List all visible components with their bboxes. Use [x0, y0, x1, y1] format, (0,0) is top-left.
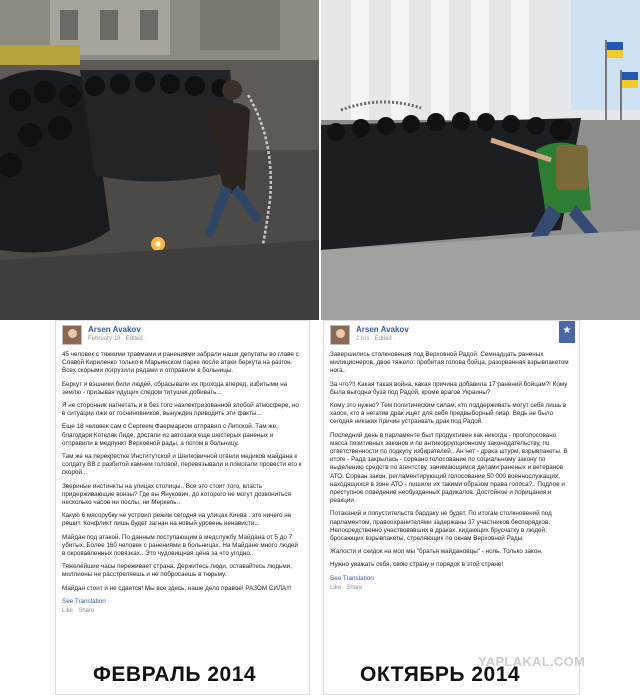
like-share-links[interactable]: Like · Share — [62, 607, 95, 614]
post-paragraph: Майдан стоит и не сдается! Мы все здесь, наше дело правое! РАЗОМ СИЛА!!! — [62, 584, 292, 592]
author-name[interactable]: Arsen Avakov — [356, 325, 409, 334]
post-paragraph: Тяжелейшие часы переживает страна. Держитесь люди, оставайтесь людьми, миллионы не расстреляешь и не побросаешь в тюрьму. — [62, 563, 292, 579]
post-paragraph: Завершились столкновения под Верховной Радой. Семнадцать раненых милиционеров, двое тяжело: пробитая голова бойца, разорванная взрывпакетом нога.. — [330, 351, 569, 375]
facebook-post-october — [323, 320, 580, 695]
post-body — [56, 349, 309, 615]
avatar[interactable] — [62, 325, 82, 345]
post-paragraph: Кому это нужно? Тем политическим силам, кто поддерживать могут себя лишь в хаосе, кто в негатив драк ищет для себя предвыборный пиар. Ведь не было сегодня никаких причин устраивать драк под Радой. — [330, 402, 567, 426]
post-paragraph: Звериные инстинкты на улицах столицы.. Все это стоит того, власть придерживающие вонзы? Где вы Янукович, до которого не могут дозвониться несколько часов ни послы, ни Меркель.. — [62, 482, 291, 507]
post-paragraph: Последний день в парламенте был продуктивен как никогда - проголосовано масса позитивных законов и по антикоррупционному законодательству, по ответственности по подкупу избирателей.. Ан нет - драка штурм, взрывпакеты. В итоге - Рада закрылась - сорвано голосование по социальному закону по выделению средств по агентству, занимающимся делами раненых и ветеранов АТО. Сорван закон, регламентирующий голосование 50 000 военнослужащих, находящихся в зоне АТО - лишили их такими образом права голоса?.. Подлое и преступное поведение необузданных радикалов. Достойное и порицания и реакции. — [330, 431, 568, 505]
see-translation-link[interactable]: See Translation — [330, 574, 374, 582]
post-paragraph: Нужно уважать себя, свою страну и порядок в этой стране! — [330, 561, 504, 569]
post-paragraph: Какую 6 мясорубку не устроил режим сегодня на улицах Киева . это ничего не решит. Конфликт лишь будет загнан на новый уровень ненависти... — [62, 512, 292, 528]
post-paragraph: Беркут и вэшники били людей, сбрасывали их прохода вперед, избитыми на землю - призывая идущих следом титушек добивать... — [62, 380, 288, 396]
post-paragraph: Потаканий и попустительств бардаку не будет. По итогам столкновений под парламентом, правоохранителями задержаны 37 участников беспорядков. Непосредственно участвовавших в драках, кидающих брусчатку в людей, бросающих взрывпакеты, стреляющих по окнам Верховной Рады. — [330, 510, 552, 543]
post-header — [324, 321, 579, 349]
see-translation-link[interactable]: See Translation — [62, 597, 106, 605]
site-watermark: YAPLAKAL.COM — [478, 654, 586, 669]
post-paragraph: Я не сторонник нагнетать и в без того наэлектризованной злобой атмосфере, но в ситуации лжи от госчиновников, вынужден приводить эти факты... — [62, 402, 299, 418]
avatar[interactable] — [330, 325, 350, 345]
photo-october-clash — [321, 0, 640, 320]
post-paragraph: 45 человек с тяжкими травмами и ранениями забрали наши депутаты во главе с Славой Кириленко только в Марьинском парке после атаки беркута на разгон. Всех скорыми погрузили рядами и отправили в больницы. — [62, 351, 299, 375]
post-header — [56, 321, 309, 349]
facebook-post-february — [55, 320, 310, 695]
caption-october: ОКТЯБРЬ 2014 — [360, 663, 521, 686]
photo-february-clash — [0, 0, 319, 320]
post-paragraph: Еще 18 человек сам с Сергеем Фаермарком отправил с Липской. Там же, благодаря Котеляк Лиде, достали из автозака еще шестерых раненых и отправили в медпункт Верховной рады, а потом в больницу. — [62, 423, 278, 447]
post-paragraph: Жалости и скидок на мол мы "братья майдановцы" - ноль. Только закон. — [330, 548, 543, 556]
caption-february: ФЕВРАЛЬ 2014 — [93, 663, 257, 686]
post-paragraph: За что?!! Какая такая война, какая причина добавила 17 ранений бойцам?! Кому была выгодна буза под Радой, кроме врагов Украины? — [330, 380, 568, 396]
like-share-links[interactable]: Like · Share — [330, 584, 363, 591]
post-meta: 2 hrs · Edited · — [356, 336, 396, 342]
post-paragraph: Майдан под атакой. По данным поступающим в медслужбу Майдана от 5 до 7 убитых. Более 160 человек с ранениями в больницах. На Майдане много людей в окровавленных повязках.. Это чудовищная цена за что угодно.. — [62, 533, 299, 558]
star-bookmark-icon[interactable]: ★ — [559, 321, 575, 343]
post-body — [324, 349, 579, 592]
post-paragraph: Там же на перекрестке Институтской и Шелковичной отвели медиков майдана к солдату ВВ с разбитой камнем головой, перевязывали и помогали провести его к скорой... — [62, 453, 302, 477]
post-meta: February 18 · Edited · — [88, 336, 147, 342]
author-name[interactable]: Arsen Avakov — [88, 325, 141, 334]
